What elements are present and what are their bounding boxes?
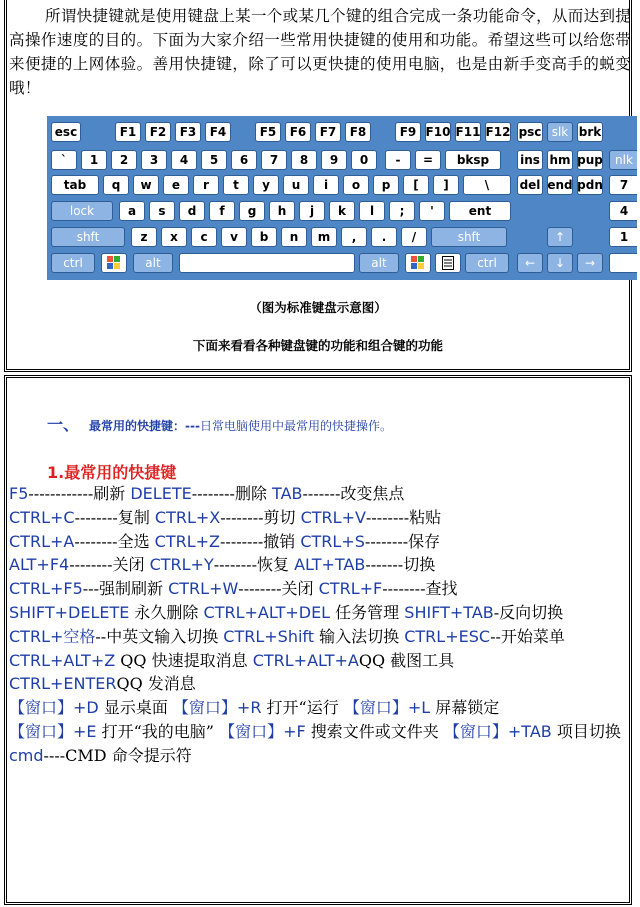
shortcut-desc: 搜索文件或文件夹 <box>305 721 444 741</box>
shortcut-key: cmd <box>9 745 44 765</box>
shortcut-key: CTRL+ALT+A <box>252 650 359 670</box>
key: F1 <box>115 122 141 142</box>
key: y <box>253 175 279 195</box>
subheading: 1.最常用的快捷键 <box>47 463 177 482</box>
key: F10 <box>425 122 451 142</box>
shortcut-desc: -------切换 <box>365 555 436 575</box>
key: g <box>239 201 265 221</box>
key: ' <box>419 201 445 221</box>
shortcut-desc: 屏幕锁定 <box>430 698 500 718</box>
key: d <box>179 201 205 221</box>
key: F3 <box>175 122 201 142</box>
shortcut-key: CTRL+空格 <box>9 626 96 646</box>
key: i <box>313 175 339 195</box>
keyboard-caption: （图为标准键盘示意图） <box>249 300 387 315</box>
key: pdn <box>577 175 603 195</box>
key: k <box>329 201 355 221</box>
shortcut-desc: --------保存 <box>364 531 441 551</box>
key: → <box>577 253 603 273</box>
shortcut-list <box>9 482 631 768</box>
section-title: 最常用的快捷键 <box>89 419 174 433</box>
key: 1 <box>609 227 637 247</box>
shortcut-key: CTRL+W <box>168 579 239 599</box>
shortcut-key: ALT+F4 <box>9 555 70 575</box>
key: p <box>373 175 399 195</box>
key: hm <box>547 150 573 170</box>
key: F11 <box>455 122 481 142</box>
shortcut-desc: QQ 截图工具 <box>358 650 455 670</box>
shortcut-key: CTRL+S <box>300 531 365 551</box>
shortcut-key: F5 <box>9 484 29 503</box>
key: F7 <box>315 122 341 142</box>
shortcut-desc: --------剪切 <box>220 507 301 527</box>
key: c <box>191 227 217 247</box>
shortcut-line <box>9 553 631 577</box>
key: ctrl <box>51 253 95 273</box>
key: l <box>359 201 385 221</box>
shortcut-desc: 任务管理 <box>330 602 405 622</box>
shortcut-desc: --开始菜单 <box>490 626 565 646</box>
key: ctrl <box>465 253 509 273</box>
intro-paragraph: 所谓快捷键就是使用键盘上某一个或某几个键的组合完成一条功能命令，从而达到提高操作速度的目的。下面为大家介绍一些常用快捷键的使用和功能。希望这些可以给您带来便捷的上网体验。善用快捷键，除了可以更快捷的使用电脑，也是由新手变高手的蜕变哦！ <box>9 7 631 97</box>
key <box>609 253 637 273</box>
key: psc <box>517 122 543 142</box>
shortcut-key: CTRL+V <box>300 507 366 527</box>
shortcut-key: SHIFT+TAB <box>404 602 494 622</box>
key: slk <box>547 122 573 142</box>
shortcut-desc: 打开“运行 <box>261 698 344 718</box>
shortcut-key: CTRL+ENTER <box>9 674 117 694</box>
shortcut-desc: 永久删除 <box>129 602 204 622</box>
key: F6 <box>285 122 311 142</box>
key: b <box>251 227 277 247</box>
shortcut-desc: QQ 快速提取消息 <box>115 650 253 670</box>
shortcut-line <box>9 696 631 720</box>
shortcut-desc: ------------刷新 <box>28 484 131 503</box>
shortcut-key: CTRL+ESC <box>404 626 491 646</box>
key: m <box>311 227 337 247</box>
section-number: 一、 <box>47 415 80 434</box>
shortcut-key: CTRL+ALT+Z <box>9 650 116 670</box>
shortcut-desc: 打开“我的电脑” <box>96 721 220 741</box>
key: F4 <box>205 122 231 142</box>
windows-logo-icon <box>405 253 431 273</box>
key: z <box>131 227 157 247</box>
intro-panel <box>4 0 632 372</box>
key: F5 <box>255 122 281 142</box>
shortcut-line <box>9 720 631 744</box>
shortcut-desc: -反向切换 <box>493 602 564 622</box>
key: alt <box>359 253 399 273</box>
key: 7 <box>261 150 287 170</box>
shortcut-desc: 输入法切换 <box>314 626 405 646</box>
shortcut-key: CTRL+Y <box>149 555 214 575</box>
shortcut-desc: --------关闭 <box>238 579 319 599</box>
shortcut-desc: 项目切换 <box>551 721 621 741</box>
key: v <box>221 227 247 247</box>
shortcut-desc: ----CMD 命令提示符 <box>43 745 192 765</box>
shortcut-key: CTRL+A <box>9 531 75 551</box>
key: - <box>385 150 411 170</box>
shortcut-key: CTRL+Z <box>154 531 221 551</box>
shortcut-line <box>9 649 631 673</box>
shortcut-key: 【窗口】+D <box>9 698 99 718</box>
key: / <box>401 227 427 247</box>
key: w <box>133 175 159 195</box>
key: e <box>163 175 189 195</box>
key: 4 <box>609 201 637 221</box>
key: . <box>371 227 397 247</box>
key: F9 <box>395 122 421 142</box>
key: j <box>299 201 325 221</box>
key: ↓ <box>547 253 573 273</box>
key: f <box>209 201 235 221</box>
shortcut-key: CTRL+C <box>9 507 75 527</box>
key: x <box>161 227 187 247</box>
key: u <box>283 175 309 195</box>
key: ↑ <box>547 227 573 247</box>
key: lock <box>51 201 113 221</box>
shortcut-line <box>9 506 631 530</box>
key: del <box>517 175 543 195</box>
key: 6 <box>231 150 257 170</box>
section-sep: ：--- <box>173 419 200 433</box>
shortcut-desc: --------删除 <box>191 484 273 503</box>
windows-logo-icon <box>101 253 127 273</box>
key: t <box>223 175 249 195</box>
key: shft <box>431 227 507 247</box>
key: 7 <box>609 175 637 195</box>
key: F12 <box>485 122 511 142</box>
key: n <box>281 227 307 247</box>
key: ins <box>517 150 543 170</box>
key: r <box>193 175 219 195</box>
shortcut-desc: --中英文输入切换 <box>95 626 224 646</box>
shortcut-key: CTRL+X <box>154 507 221 527</box>
shortcut-desc: ---强制刷新 <box>82 579 169 599</box>
key: = <box>415 150 441 170</box>
key: q <box>103 175 129 195</box>
key: ] <box>433 175 459 195</box>
key: o <box>343 175 369 195</box>
key: a <box>119 201 145 221</box>
shortcut-line <box>9 482 631 506</box>
shortcut-key: 【窗口】+R <box>172 698 262 718</box>
shortcut-line <box>9 672 631 696</box>
key: ent <box>449 201 511 221</box>
menu-key-icon <box>435 253 461 273</box>
shortcut-desc: --------关闭 <box>69 555 150 575</box>
shortcuts-panel <box>4 375 632 905</box>
key: end <box>547 175 573 195</box>
key: alt <box>133 253 173 273</box>
key: 5 <box>201 150 227 170</box>
shortcut-desc: -------改变焦点 <box>302 484 405 503</box>
key: F8 <box>345 122 371 142</box>
shortcut-desc: --------撤销 <box>220 531 301 551</box>
shortcut-line <box>9 601 631 625</box>
keyboard-subcaption: 下面来看看各种键盘键的功能和组合键的功能 <box>192 338 443 353</box>
key: F2 <box>145 122 171 142</box>
shortcut-desc: --------恢复 <box>213 555 295 575</box>
shortcut-key: CTRL+Shift <box>223 626 315 646</box>
key: 1 <box>81 150 107 170</box>
shortcut-line <box>9 530 631 554</box>
key: 4 <box>171 150 197 170</box>
key: \ <box>463 175 511 195</box>
shortcut-key: TAB <box>272 484 303 503</box>
shortcut-desc: --------全选 <box>74 531 155 551</box>
shortcut-desc: QQ 发消息 <box>116 674 196 694</box>
section-heading <box>47 412 392 435</box>
shortcut-desc: --------粘贴 <box>365 507 442 527</box>
key: s <box>149 201 175 221</box>
key: ← <box>517 253 543 273</box>
shortcut-key: SHIFT+DELETE <box>9 602 130 622</box>
shortcut-key: CTRL+F5 <box>9 579 83 599</box>
key: ; <box>389 201 415 221</box>
section-desc: 日常电脑使用中最常用的快捷操作。 <box>199 419 392 433</box>
shortcut-line <box>9 625 631 649</box>
shortcut-key: 【窗口】+L <box>343 698 431 718</box>
key: h <box>269 201 295 221</box>
key: 8 <box>291 150 317 170</box>
key: tab <box>51 175 99 195</box>
shortcut-desc: 显示桌面 <box>98 698 173 718</box>
keyboard-diagram <box>47 116 637 280</box>
key: 0 <box>351 150 377 170</box>
key: 2 <box>111 150 137 170</box>
shortcut-key: 【窗口】+TAB <box>443 721 552 741</box>
key: nlk <box>609 150 637 170</box>
key: pup <box>577 150 603 170</box>
shortcut-key: CTRL+ALT+DEL <box>203 602 331 622</box>
shortcut-desc: --------复制 <box>74 507 155 527</box>
key: ` <box>51 150 77 170</box>
key: 3 <box>141 150 167 170</box>
shortcut-line <box>9 744 631 768</box>
key: bksp <box>445 150 501 170</box>
key: esc <box>51 122 81 142</box>
shortcut-key: ALT+TAB <box>294 555 366 575</box>
shortcut-key: CTRL+F <box>318 579 383 599</box>
key: 9 <box>321 150 347 170</box>
key: brk <box>577 122 603 142</box>
shortcut-desc: --------查找 <box>382 579 458 599</box>
key <box>179 253 355 273</box>
key: shft <box>51 227 125 247</box>
key: , <box>341 227 367 247</box>
shortcut-key: 【窗口】+F <box>219 721 306 741</box>
shortcut-key: DELETE <box>130 484 192 503</box>
shortcut-key: 【窗口】+E <box>9 721 97 741</box>
key: [ <box>403 175 429 195</box>
shortcut-line <box>9 577 631 601</box>
